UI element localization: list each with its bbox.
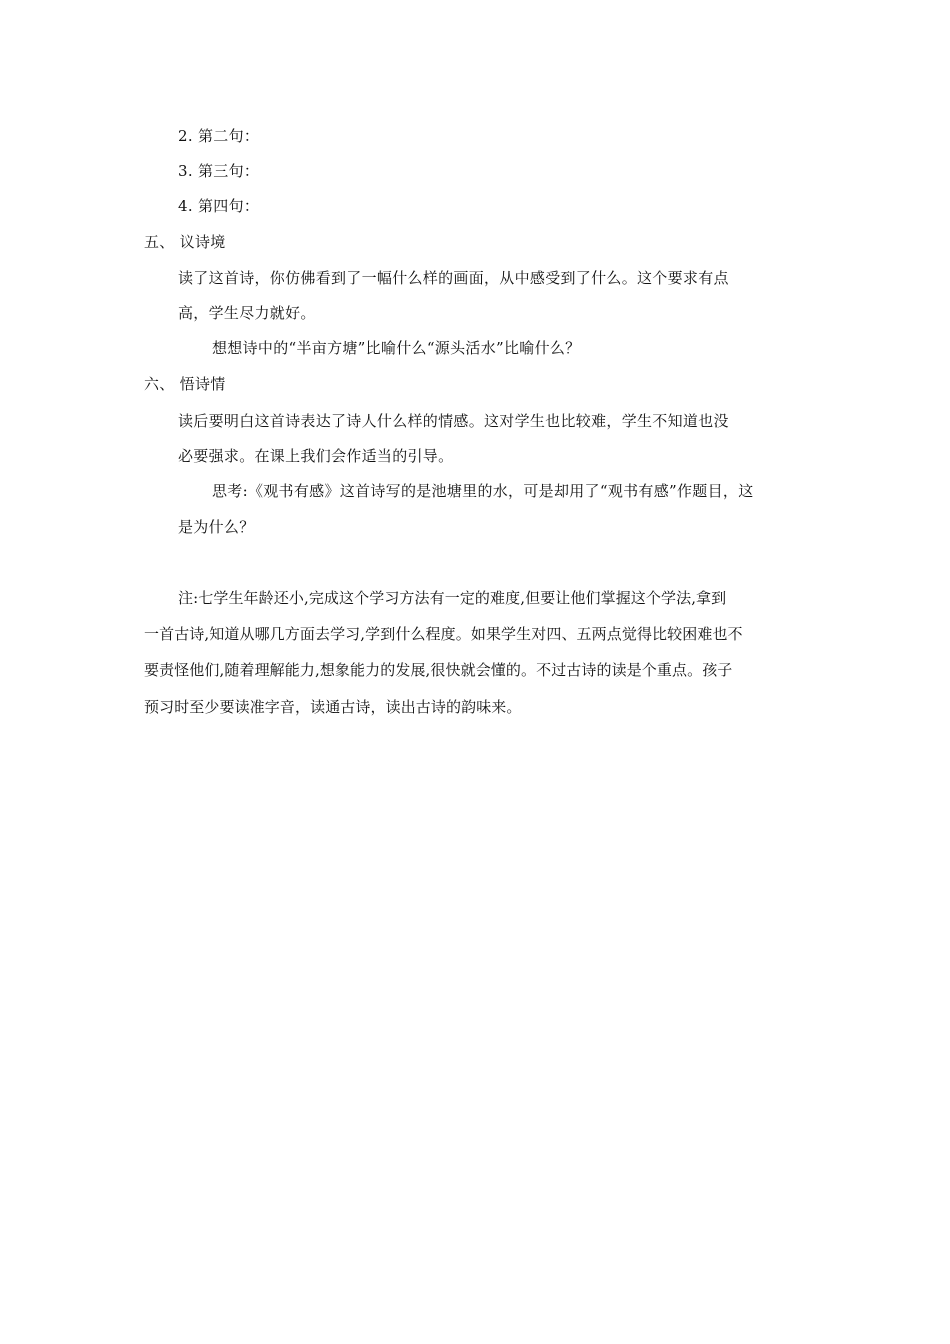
- note-line-2: 一首古诗,知道从哪几方面去学习,学到什么程度。如果学生对四、五两点觉得比较困难也不: [144, 625, 743, 643]
- section-five-paragraph-line-1: 读了这首诗，你仿佛看到了一幅什么样的画面，从中感受到了什么。这个要求有点: [178, 269, 729, 287]
- note-line-1: 注:七学生年龄还小,完成这个学习方法有一定的难度,但要让他们掌握这个学法,拿到: [178, 589, 727, 607]
- section-five-paragraph-line-2: 高，学生尽力就好。: [178, 304, 316, 322]
- note-line-3: 要责怪他们,随着理解能力,想象能力的发展,很快就会懂的。不过古诗的读是个重点。孩子: [144, 661, 733, 679]
- section-six-paragraph-line-1: 读后要明白这首诗表达了诗人什么样的情感。这对学生也比较难，学生不知道也没: [178, 412, 729, 430]
- item-third-line: 3. 第三句：: [178, 162, 260, 180]
- section-six-heading: 六、 悟诗情: [144, 375, 226, 393]
- item-fourth-line: 4. 第四句：: [178, 197, 260, 215]
- section-five-heading: 五、 议诗境: [144, 233, 226, 251]
- section-five-question: 想想诗中的“半亩方塘”比喻什么“源头活水”比喻什么？: [212, 339, 581, 357]
- item-second-line: 2. 第二句：: [178, 127, 260, 145]
- section-six-think-line-2: 是为什么？: [178, 518, 255, 536]
- section-six-paragraph-line-2: 必要强求。在课上我们会作适当的引导。: [178, 447, 454, 465]
- section-six-think-line-1: 思考:《观书有感》这首诗写的是池塘里的水，可是却用了“观书有感”作题目，这: [212, 482, 754, 500]
- note-line-4: 预习时至少要读准字音，读通古诗，读出古诗的韵味来。: [144, 698, 522, 716]
